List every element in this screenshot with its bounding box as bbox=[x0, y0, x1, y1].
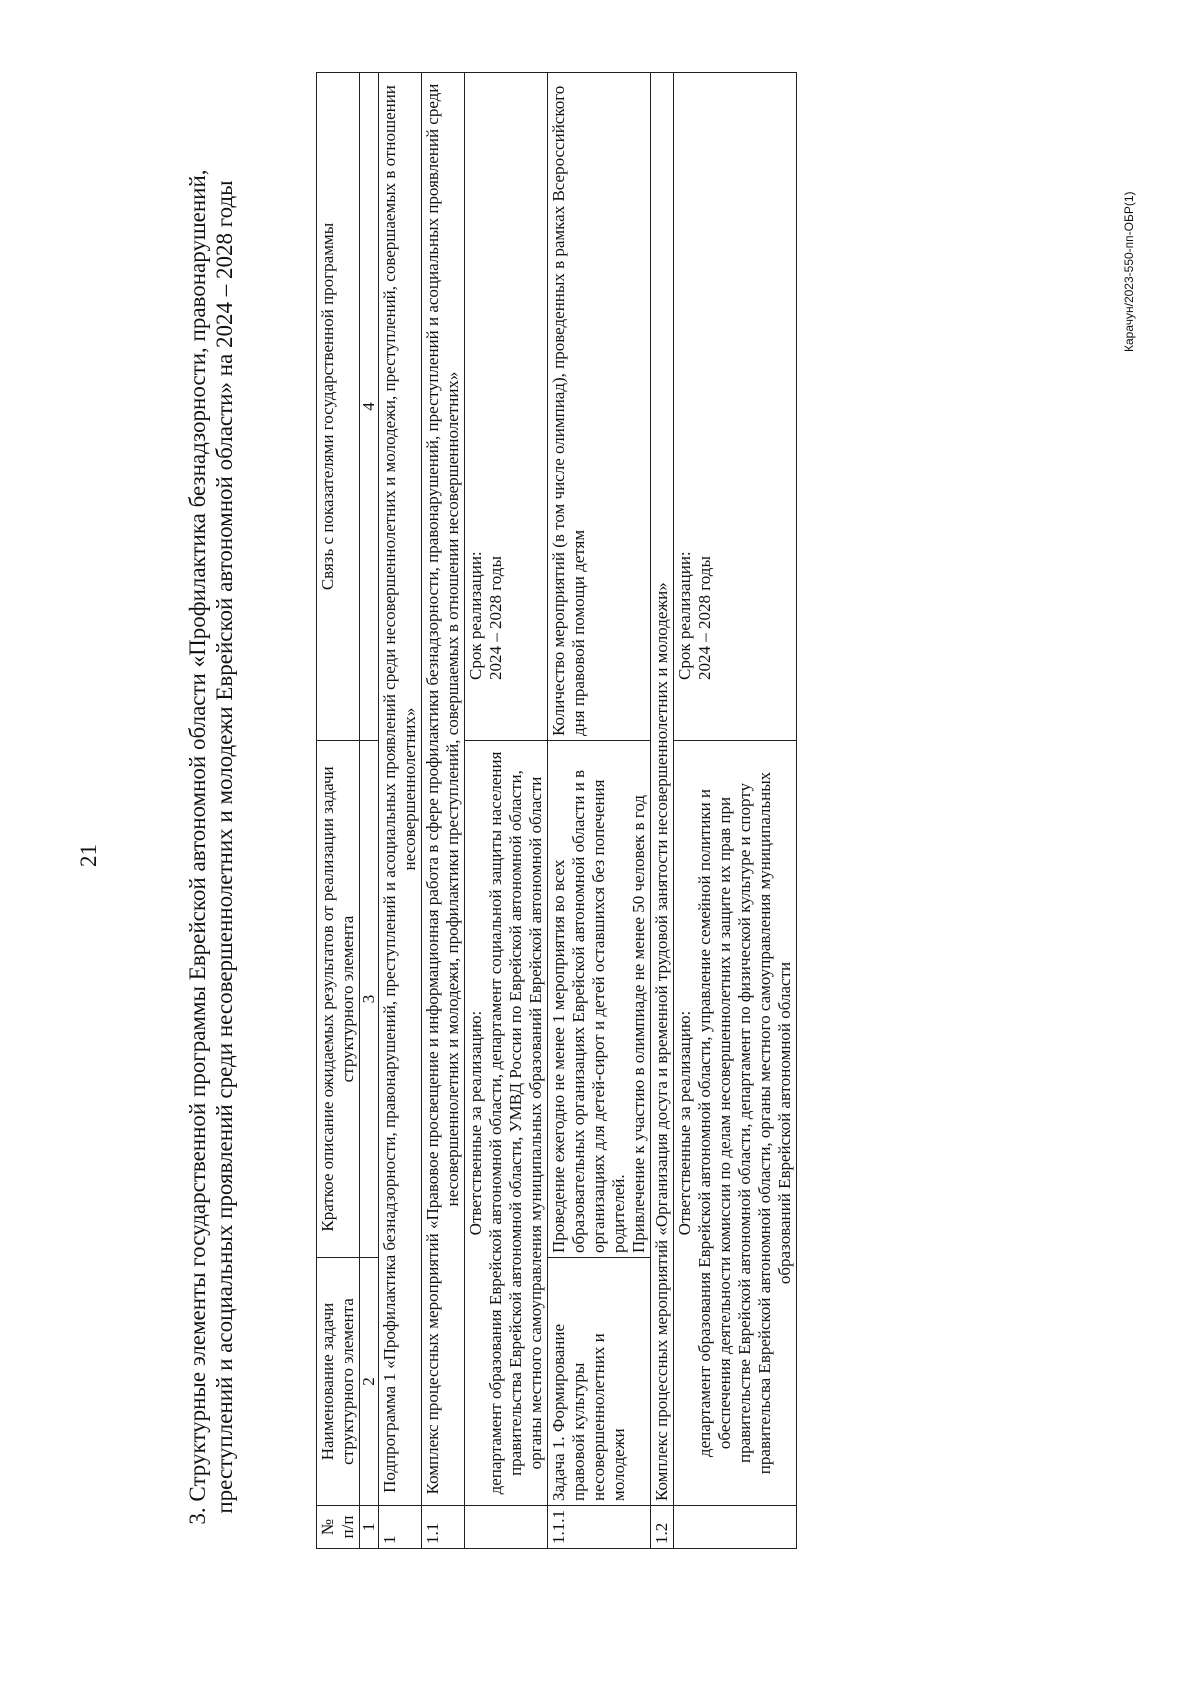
responsible-1-1-text: департамент образования Еврейской автономной области, департамент социальной защиты населения правительства Еврейской автономной области, УМВД России по Еврейской автономной области, органы местного самоуправления муниципальных образований Еврейской автономной области bbox=[486, 751, 545, 1495]
complex-1-1-title: Комплекс процессных мероприятий «Правовое просвещение и информационная работа в сфере профилактики безнадзорности, правонарушений, преступлений и асоциальных проявлений среди несовершеннолетних и молодежи, профилактики преступлений, совершаемых в отношении несовершеннолетних» bbox=[422, 73, 465, 1506]
colnum-4: 4 bbox=[360, 73, 379, 741]
empty-cell bbox=[674, 1506, 797, 1549]
colnum-1: 1 bbox=[360, 1506, 379, 1549]
complex-1-2-num: 1.2 bbox=[651, 1506, 674, 1549]
complex-1-1-row bbox=[422, 73, 465, 1549]
term-1-2-value: 2024 – 2028 годы bbox=[695, 556, 714, 680]
term-1-2-title: Срок реализации: bbox=[675, 551, 694, 680]
colnum-3: 3 bbox=[360, 741, 379, 1258]
responsible-1-2 bbox=[674, 741, 797, 1506]
responsible-1-1 bbox=[465, 741, 548, 1506]
term-1-1-title: Срок реализации: bbox=[466, 551, 485, 680]
subprogram-num: 1 bbox=[379, 1506, 422, 1549]
task-1-1-1-num: 1.1.1 bbox=[548, 1506, 651, 1549]
responsible-1-2-title: Ответственные за реализацию: bbox=[675, 1010, 694, 1236]
complex-1-1-num: 1.1 bbox=[422, 1506, 465, 1549]
structural-elements-table bbox=[316, 72, 797, 1549]
task-1-1-1-row bbox=[548, 73, 651, 1549]
header-row bbox=[317, 73, 360, 1549]
responsible-1-2-row bbox=[674, 73, 797, 1549]
term-1-1-value: 2024 – 2028 годы bbox=[486, 556, 505, 680]
header-task-name: Наименование задачи структурного элемента bbox=[317, 1258, 360, 1506]
term-1-2 bbox=[674, 73, 797, 741]
task-1-1-1-description-2: Привлечение к участию в олимпиаде не менее 50 человек в год bbox=[629, 794, 648, 1253]
column-numbers-row bbox=[360, 73, 379, 1549]
header-indicator-link: Связь с показателями государственной программы bbox=[317, 73, 360, 741]
subprogram-title: Подпрограмма 1 «Профилактика безнадзорности, правонарушений, преступлений и асоциальных проявлений среди несовершеннолетних и молодежи, преступлений, совершаемых в отношении несовершеннолетних» bbox=[379, 73, 422, 1506]
term-1-1 bbox=[465, 73, 548, 741]
complex-1-2-title: Комплекс процессных мероприятий «Организация досуга и временной трудовой занятости несовершеннолетних и молодежи» bbox=[651, 73, 674, 1506]
task-1-1-1-description bbox=[548, 741, 651, 1258]
header-num: № п/п bbox=[317, 1506, 360, 1549]
task-1-1-1-description-1: Проведение ежегодно не менее 1 мероприятия во всех образовательных организациях Еврейской автономной области и в организациях для детей-сирот и детей оставшихся без попечения родителей. bbox=[549, 769, 628, 1253]
complex-1-2-row bbox=[651, 73, 674, 1549]
section-heading: 3. Структурные элементы государственной программы Еврейской автономной области «Профилактика безнадзорности, правонарушений, преступлений и асоциальных проявлений среди несовершеннолетних и молодежи Еврейской автономной области» на 2024 – 2028 годы bbox=[185, 169, 237, 1525]
responsible-1-1-title: Ответственные за реализацию: bbox=[466, 1010, 485, 1236]
task-1-1-1-name: Задача 1. Формирование правовой культуры несовершеннолетних и молодежи bbox=[548, 1258, 651, 1506]
page-number: 21 bbox=[76, 844, 101, 867]
colnum-2: 2 bbox=[360, 1258, 379, 1506]
subprogram-row bbox=[379, 73, 422, 1549]
task-1-1-1-indicator: Количество мероприятий (в том числе олимпиад), проведенных в рамках Всероссийского дня правовой помощи детям bbox=[548, 73, 651, 741]
responsible-1-1-row bbox=[465, 73, 548, 1549]
document-code: Карачун/2023-550-пп-ОБР(1) bbox=[1122, 191, 1136, 352]
header-description: Краткое описание ожидаемых результатов от реализации задачи структурного элемента bbox=[317, 741, 360, 1258]
responsible-1-2-text: департамент образования Еврейской автономной области, управление семейной политики и обеспечения деятельности комиссии по делам несовершеннолетних и защите их прав при правительстве Еврейской автономной области, департамент по физической культуре и спорту правительсва Еврейской автономной области, органы местного самоуправления муниципальных образований Еврейской автономной области bbox=[695, 771, 794, 1475]
empty-cell bbox=[465, 1506, 548, 1549]
